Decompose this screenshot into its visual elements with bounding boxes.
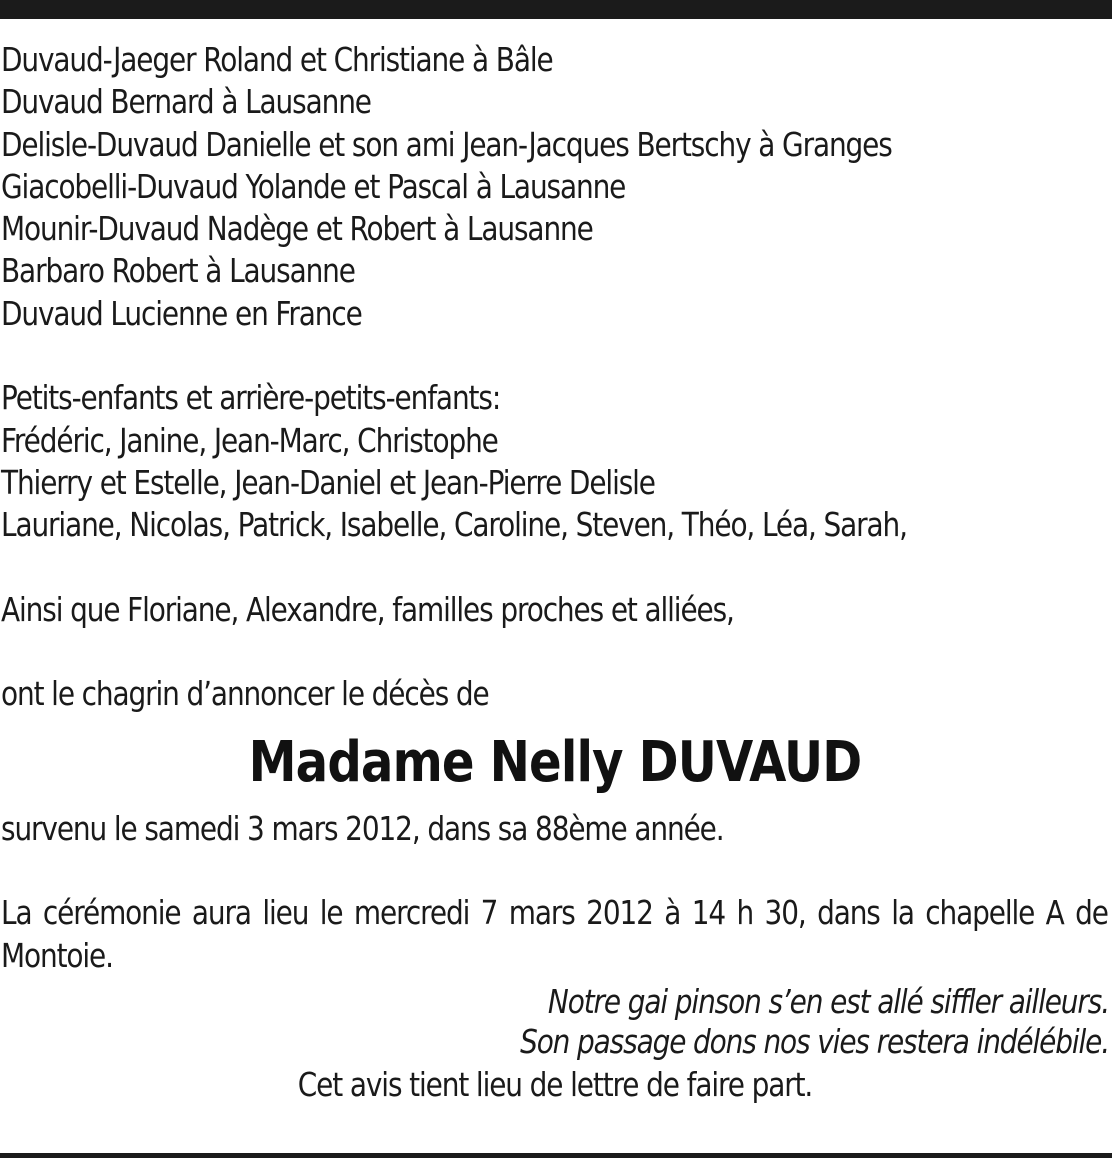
family-list — [1, 39, 1109, 335]
family-member: Delisle-Duvaud Danielle et son ami Jean-Jacques Bertschy à Granges — [1, 125, 892, 164]
spacer — [1, 547, 1109, 589]
ceremony-paragraph: La cérémonie aura lieu le mercredi 7 mars 2012 à 14 h 30, dans la chapelle A de Montoie. — [1, 894, 1108, 975]
grandchildren-line: Lauriane, Nicolas, Patrick, Isabelle, Caroline, Steven, Théo, Léa, Sarah, — [1, 506, 907, 545]
quote-line: Notre gai pinson s’en est allé siffler ailleurs. — [547, 982, 1109, 1021]
top-border-rule — [0, 0, 1112, 19]
family-member: Duvaud Bernard à Lausanne — [1, 83, 371, 122]
bottom-border-rule — [0, 1153, 1112, 1158]
others-line: Ainsi que Floriane, Alexandre, familles proches et alliées, — [1, 590, 734, 629]
grandchildren-section — [1, 377, 1109, 546]
family-member: Giacobelli-Duvaud Yolande et Pascal à Lausanne — [1, 167, 626, 206]
spacer — [1, 631, 1109, 673]
family-member: Duvaud Lucienne en France — [1, 294, 362, 333]
closing-line: Cet avis tient lieu de lettre de faire part. — [297, 1065, 813, 1104]
family-member: Duvaud-Jaeger Roland et Christiane à Bâle — [1, 41, 553, 79]
deceased-name: Madame Nelly DUVAUD — [248, 729, 862, 795]
grandchildren-line: Thierry et Estelle, Jean-Daniel et Jean-Pierre Delisle — [1, 463, 655, 502]
family-member: Barbaro Robert à Lausanne — [1, 252, 355, 291]
death-info: survenu le samedi 3 mars 2012, dans sa 88ème année. — [1, 809, 724, 848]
grandchildren-heading: Petits-enfants et arrière-petits-enfants: — [1, 379, 501, 418]
quote-block — [1, 982, 1109, 1062]
announcement-line: ont le chagrin d’annoncer le décès de — [1, 675, 489, 714]
family-member: Mounir-Duvaud Nadège et Robert à Lausanne — [1, 210, 593, 249]
spacer — [1, 335, 1109, 377]
quote-line: Son passage dons nos vies restera indélébile. — [520, 1022, 1109, 1061]
obituary-notice — [1, 39, 1109, 1106]
grandchildren-line: Frédéric, Janine, Jean-Marc, Christophe — [1, 421, 498, 460]
spacer — [1, 850, 1109, 892]
